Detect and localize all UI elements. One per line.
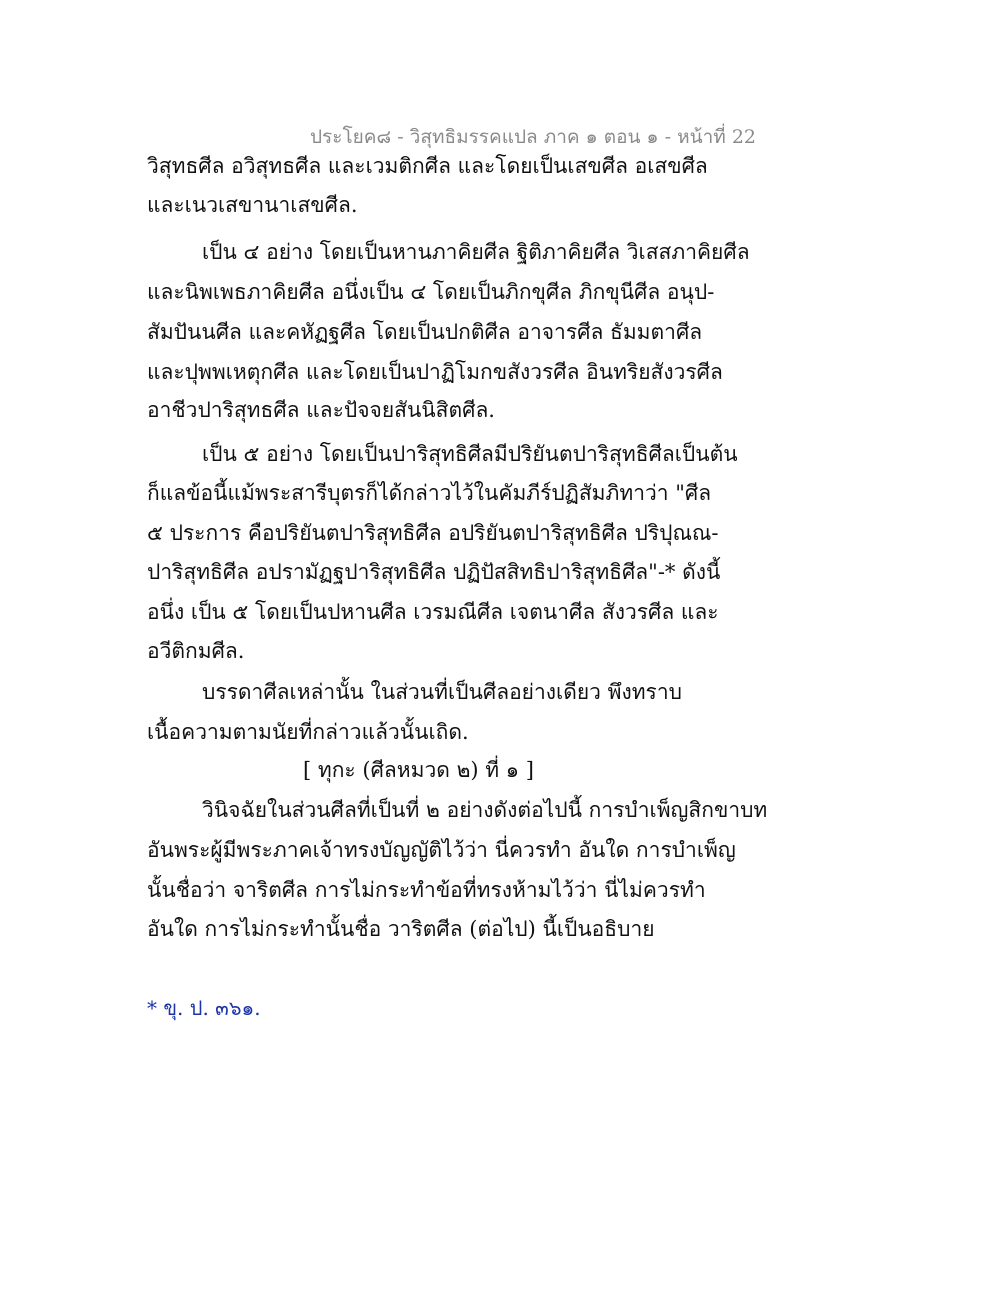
text-line: เป็น ๕ อย่าง โดยเป็นปาริสุทธิศีลมีปริยันตปาริสุทธิศีลเป็นต้น xyxy=(202,442,738,466)
footnote: * ขุ. ป. ๓๖๑. xyxy=(147,996,261,1020)
text-line: ก็แลข้อนี้แม้พระสารีบุตรก็ได้กล่าวไว้ในคัมภีร์ปฏิสัมภิทาว่า "ศีล xyxy=(147,481,712,505)
text-line: เป็น ๔ อย่าง โดยเป็นหานภาคิยศีล ฐิติภาคิยศีล วิเสสภาคิยศีล xyxy=(202,240,750,264)
text-line: ๕ ประการ คือปริยันตปาริสุทธิศีล อปริยันตปาริสุทธิศีล ปริปุณณ- xyxy=(147,521,719,545)
text-line: บรรดาศีลเหล่านั้น ในส่วนที่เป็นศีลอย่างเดียว พึงทราบ xyxy=(202,680,682,704)
text-line: อันพระผู้มีพระภาคเจ้าทรงบัญญัติไว้ว่า นี่ควรทำ อันใด การบำเพ็ญ xyxy=(147,838,736,862)
text-line: อนึ่ง เป็น ๕ โดยเป็นปหานศีล เวรมณีศีล เจตนาศีล สังวรศีล และ xyxy=(147,600,719,624)
text-line: อันใด การไม่กระทำนั้นชื่อ วาริตศีล (ต่อไป) นี้เป็นอธิบาย xyxy=(147,917,655,941)
text-line: และเนวเสขานาเสขศีล. xyxy=(147,193,358,217)
text-line: สัมปันนศีล และคหัฏฐศีล โดยเป็นปกติศีล อาจารศีล ธัมมตาศีล xyxy=(147,320,703,344)
page-header: ประโยค๘ - วิสุทธิมรรคแปล ภาค ๑ ตอน ๑ - หน้าที่ 22 xyxy=(310,126,756,148)
text-line: อวีติกมศีล. xyxy=(147,639,245,663)
text-line: และนิพเพธภาคิยศีล อนึ่งเป็น ๔ โดยเป็นภิกขุศีล ภิกขุนีศีล อนุป- xyxy=(147,280,715,304)
text-line: ปาริสุทธิศีล อปรามัฏฐปาริสุทธิศีล ปฏิปัสสิทธิปาริสุทธิศีล"-* ดังนี้ xyxy=(147,560,721,584)
section-heading: [ ทุกะ (ศีลหมวด ๒) ที่ ๑ ] xyxy=(303,758,534,782)
text-line: วิสุทธศีล อวิสุทธศีล และเวมติกศีล และโดยเป็นเสขศีล อเสขศีล xyxy=(147,154,708,178)
text-line: วินิจฉัยในส่วนศีลที่เป็นที่ ๒ อย่างดังต่อไปนี้ การบำเพ็ญสิกขาบท xyxy=(202,798,768,822)
text-line: เนื้อความตามนัยที่กล่าวแล้วนั้นเถิด. xyxy=(147,720,469,744)
text-line: นั้นชื่อว่า จาริตศีล การไม่กระทำข้อที่ทรงห้ามไว้ว่า นี่ไม่ควรทำ xyxy=(147,878,706,902)
text-line: อาชีวปาริสุทธศีล และปัจจยสันนิสิตศีล. xyxy=(147,398,495,422)
text-line: และปุพพเหตุกศีล และโดยเป็นปาฏิโมกขสังวรศีล อินทริยสังวรศีล xyxy=(147,360,723,384)
